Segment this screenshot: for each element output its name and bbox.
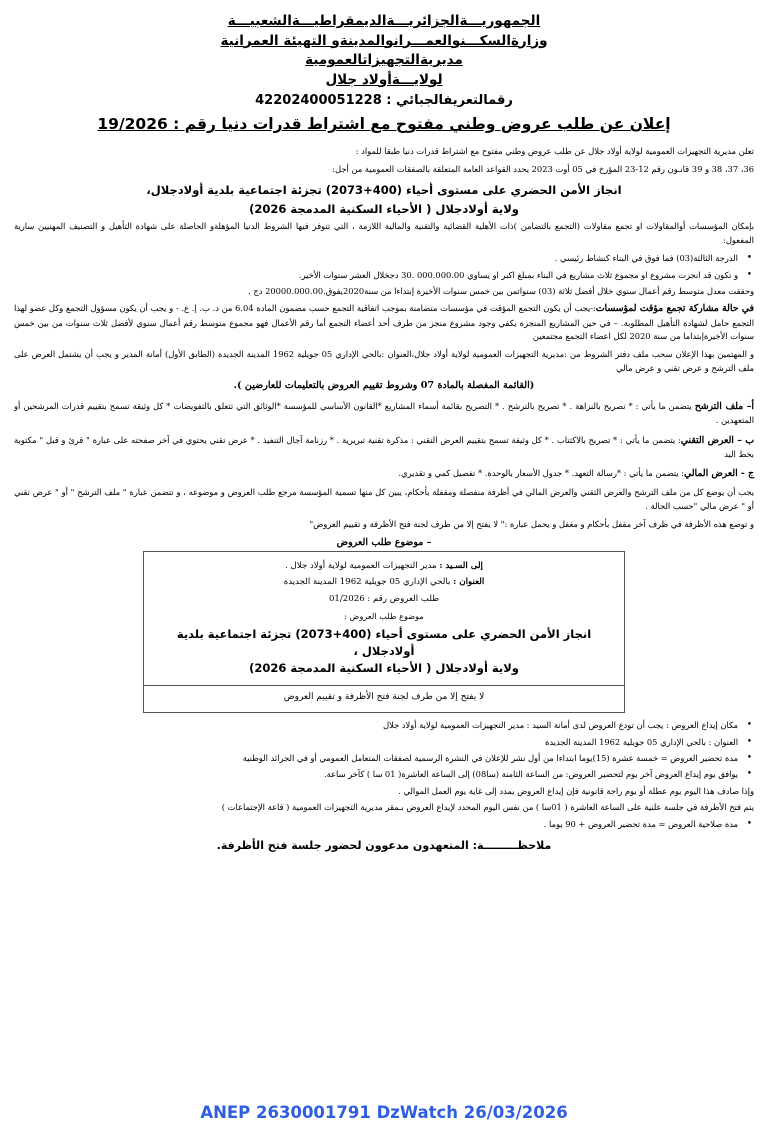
offer-address-label: العنوان : [453, 577, 485, 588]
offer-box-warning: لا يفتح إلا من طرف لجنة فتح الأظرفة و تقييم العروض [283, 692, 485, 703]
section-label-technical: ب – العرض التقني [680, 434, 754, 446]
masthead-line-republic: الجمهوريـــةالجزائريـــةالديمقراطيـــةالشعبيـــة [227, 13, 541, 29]
offer-subject-line-2: ولاية أولادجلال ( الأحياء السكنية المدمجة 2026) [249, 661, 519, 676]
offer-subject-line-1: انجاز الأمن الحضري على مستوى أحياء (400+2073) تجزئة اجتماعية بلدية أولادجلال ، [176, 627, 592, 658]
list-item: وحققت معدل متوسط رقم أعمال سنوي خلال أفضل ثلاثة (03) سنواتمن بين خمس سنوات الأخيرة إبتداءا من سنة2020يفوق.20000.000.00 دج . [248, 286, 754, 297]
list-item: • الدرجة الثالثة(03) فما فوق في البناء كنشاط رئيسي . [14, 252, 754, 265]
envelope-rule-1: يجب أن يوضع كل من ملف الترشح والعرض التقني والعرض المالي في أظرفة منفصلة ومقفلة بأحكام، يبين كل منها تسمية المؤسسة مرجع طلب العروض و موضوعه ، و تتضمن عبارة " ملف الترشح " أو " عرض تقني أو " عرض مالي "حسب الحالة . [14, 487, 754, 511]
tax-identification-number: رقمالتعريفالجبائي : 42202400051228 [255, 93, 513, 109]
list-item: يتم فتح الأظرفة في جلسة علنية على الساعة العاشرة ( 01سا ) من نفس اليوم المحدد لإيداع العروض بـمقر مديرية التجهيزات العمومية ( قاعة الإجتماعات ) [221, 802, 754, 813]
detailed-list-note: (القائمة المفصلة بالمادة 07 وشروط تقييم العروض بالتعليمات للعارضين ). [233, 380, 535, 392]
offer-subject-heading: – موضوع طلب العروض [336, 536, 432, 548]
section-financial-offer [14, 466, 754, 481]
masthead-line-wilaya: لولايـــةأولاد جلال [325, 71, 443, 88]
final-remark-text: المتعهدون مدعوون لحضور جلسة فتح الأظرفة. [216, 839, 473, 853]
offer-envelope-box [143, 551, 625, 713]
intro-paragraph-2: 36، 37، 38 و 39 قانـون رقم 12-23 المؤرخ في 05 أوت 2023 يحدد القواعد العامة المتعلقة بالصفقات العمومية من أجل: [332, 164, 754, 175]
offer-address-row [154, 574, 614, 591]
list-item: • مدة تحضير العروض = خمسة عشرة (15)يوما ابتداءا من أول نشر للإعلان في النشرة الرسمية لصفقات المتعامل العمومي أو في الجرائد الوطنية [14, 752, 754, 765]
masthead [0, 0, 768, 90]
masthead-line-directorate: مديريةالتجهيزاتالعمومية [305, 52, 463, 69]
project-title-line-1: انجاز الأمن الحضري على مستوى أحياء (400+2073) تجزئة اجتماعية بلدية أولادجلال، [146, 182, 622, 197]
page-title: إعلان عن طلب عروض وطني مفتوح مع اشتراط قدرات دنيا رقم : 19/2026 [97, 115, 671, 134]
section-text-candidacy: يتضمن ما يأتي : * تصريح بالنزاهة . * تصريح بالترشح . * التصريح بقائمة أسماء المشاريع *القانون الأساسي للمؤسسة *الوثائق التي تتعلق بالتفويضات * كل وثيقة تسمح بتقييم قدرات المرشحين أو المتعهدين . [14, 401, 754, 426]
envelope-rule-2: و توضع هذه الأظرفة في ظرف آخر مقفل بأحكام و مغفل و يحمل عبارة :" لا يفتح إلا من طرف لجنة فتح الأظرفة و تقييم العروض" [309, 519, 754, 530]
final-remark [14, 839, 754, 852]
submission-details [0, 719, 768, 852]
section-label-candidacy: أ– ملف الترشح [694, 401, 754, 413]
offer-recipient-row [154, 558, 614, 575]
section-text-technical: : يتضمن ما يأتي : * تصريح بالاكتتاب . * كل وثيقة تسمح بتقييم العرض التقني : مذكرة تقنية تبريرية . * رزنامة آجال التنفيذ . * عرض تقني يحتوي في آخر صفحته على عبارة " قرئ و قبل " مكتوبة بخط اليد [14, 434, 754, 459]
list-item: • يوافق يوم إيداع العروض آخر يوم لتحضير العروض: من الساعة الثامنة (سا08) إلى الساعة العاشرة( 01 سا ) كآخر ساعة. [14, 768, 754, 781]
list-item: • مدة صلاحية العروض = مدة تحضير العروض + 90 يوما . [14, 818, 754, 831]
offer-number: طلب العروض رقم : 01/2026 [328, 594, 440, 605]
list-item: وإذا صادف هذا اليوم يوم عطلة أو يوم راحة قانونية فإن إيداع العروض يمدد إلى غاية يوم العمل الموالي . [398, 785, 754, 796]
offer-recipient-label: إلى السـيد : [439, 560, 483, 571]
section-text-financial: : يتضمن ما يأتي : *رسالة التعهد. * جدول الأسعار بالوحدة. * تفصيل كمي و تقديري. [398, 468, 684, 479]
list-item: • و تكون قد انجزت مشروع او مجموع ثلاث مشاريع في البناء بمبلغ اكبر او يساوي 000.000.00 .30 دجخلال العشر سنوات الأخير. [14, 269, 754, 282]
section-label-financial: ج - العرض المالي [683, 468, 754, 480]
intro-paragraph-1: تعلن مديرية التجهيزات العمومية لولاية أولاد جلال عن طلب عروض وطني مفتوح مع اشتراط قدرات دنيا طبقا للمواد : [355, 145, 754, 156]
anep-footer: ANEP 2630001791 DzWatch 26/03/2026 [200, 1103, 568, 1122]
grouping-label: في حالة مشاركة تجمع مؤقت لمؤسسات [595, 303, 754, 315]
submission-bullets-list [14, 719, 754, 831]
offer-address-value: بالحي الإداري 05 جويلية 1962 المدينة الجديدة [283, 577, 451, 588]
intro-paragraph-3: بإمكان المؤسسات أوالمقاولات او تجمع مقاولات (التجمع بالتضامن )ذات الأهلية القضائية والتقنية والمالية اللازمة ، التي تتوفر فيها الشروط الدنيا المؤهلةو الحاصلة على شهادة التأهيل و التصنيف المهنيين سارية المفعول: [14, 221, 754, 245]
offer-recipient-value: مدير التجهيزات العمومية لولاية أولاد جلال . [285, 560, 437, 571]
section-candidacy-file [14, 399, 754, 427]
grouping-paragraph-2: و المهتمين بهذا الإعلان سحب ملف دفتر الشروط من :مديرية التجهيزات العمومية لولاية أولاد جلال،العنوان :بالحي الإداري 05 جويلية 1962 المدينة الجديدة (الطابق الأول) أمانة المدير و يجب أن يشتمل العرض على ملف الترشح و عرض تقني و عرض مالي [14, 349, 754, 373]
document-body [0, 145, 768, 532]
final-remark-label: ملاحظـــــــــة: [472, 839, 552, 853]
offer-subject-label: موضوع طلب العروض : [344, 610, 424, 621]
offer-box-top [144, 552, 624, 685]
project-title-line-2: ولاية أولادجلال ( الأحياء السكنية المدمجة 2026) [249, 202, 519, 217]
list-item: • العنوان : بالحي الإداري 05 جويلية 1962 المدينة الجديدة [14, 736, 754, 749]
masthead-line-ministry: وزارةالسكـــنوالعمـــرانوالمدينةو التهيئة العمرانية [220, 32, 548, 49]
qualification-conditions-list [14, 252, 754, 298]
list-item: • مكان إيداع العروض : يجب أن تودع العروض لدى أمانة السيد : مدير التجهيزات العمومية لولاية أولاد جلال [14, 719, 754, 732]
grouping-paragraph-1 [14, 301, 754, 343]
section-technical-offer [14, 433, 754, 461]
grouping-text: :-يجب أن يكون التجمع المؤقت في مؤسسات متضامنة بموجب اتفاقية التجمع حسب مضمون المادة 6.04 من د. ب. إ. ع. - و يجب أن يكون مسؤول التجمع وكل عضو لهذا التجمع حامل لشهادة التأهيل المطلوبة. – في حين المشاريع المنجزة يكفي وجود مشروع منجز من طرف أحد أعضاء التجمع أما رقم الأعمال فهو مجموع متوسط رقم أعمال سنوي لأفضل ثلاث سنوات من بين خمس سنوات الأخيرةإبتداما من سنة 2020 لكل اعضاء التجمع مجتمعين [14, 303, 754, 341]
